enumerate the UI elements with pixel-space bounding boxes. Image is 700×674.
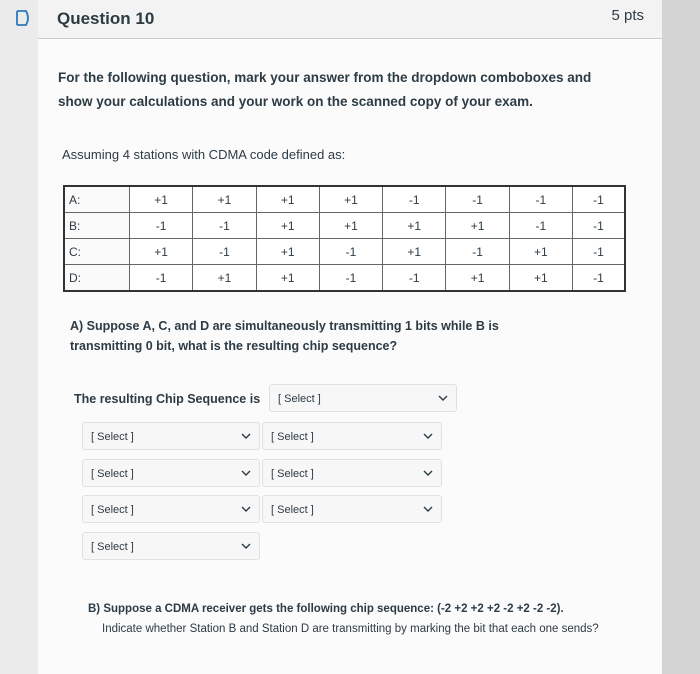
chip-code-cell: +1	[319, 186, 382, 213]
assumption-text: Assuming 4 stations with CDMA code defined as:	[62, 147, 346, 162]
chip-code-cell: -1	[130, 265, 193, 292]
chip-code-cell: -1	[446, 186, 509, 213]
chip-code-cell: -1	[383, 186, 446, 213]
chip-select-4[interactable]	[82, 459, 260, 487]
select-value: [ Select ]	[91, 431, 134, 443]
chip-code-cell: -1	[130, 213, 193, 239]
part-b-text	[88, 599, 608, 639]
question-header	[38, 0, 662, 39]
chip-code-cell: +1	[256, 265, 319, 292]
chevron-down-icon	[423, 469, 433, 477]
chip-code-cell: -1	[572, 186, 625, 213]
select-value: [ Select ]	[91, 541, 134, 553]
chip-code-cell: -1	[193, 213, 256, 239]
chip-code-cell: -1	[509, 213, 572, 239]
chip-code-cell: +1	[130, 239, 193, 265]
chip-code-cell: -1	[383, 265, 446, 292]
chip-code-cell: +1	[446, 265, 509, 292]
chip-code-cell: +1	[446, 213, 509, 239]
chip-code-cell: -1	[319, 265, 382, 292]
chevron-down-icon	[438, 394, 448, 402]
part-a-text: A) Suppose A, C, and D are simultaneously transmitting 1 bits while B is transmitting 0 bit, what is the resulting chip sequence?	[70, 319, 499, 353]
chip-code-cell: +1	[319, 213, 382, 239]
chip-code-cell: +1	[383, 239, 446, 265]
chip-select-7[interactable]	[262, 495, 442, 523]
question-title: Question 10	[57, 9, 155, 28]
chip-code-cell: +1	[383, 213, 446, 239]
chip-code-cell: +1	[256, 239, 319, 265]
select-value: [ Select ]	[278, 393, 321, 405]
flag-icon[interactable]	[14, 9, 32, 27]
chip-select-2[interactable]	[82, 422, 260, 450]
part-b-question: B) Suppose a CDMA receiver gets the following chip sequence: (-2 +2 +2 +2 -2 +2 -2 -2).	[88, 603, 564, 615]
chevron-down-icon	[241, 542, 251, 550]
chip-select-1[interactable]	[269, 384, 457, 412]
chevron-down-icon	[423, 432, 433, 440]
chip-select-3[interactable]	[262, 422, 442, 450]
station-label: D:	[64, 265, 130, 292]
chip-code-cell: -1	[572, 213, 625, 239]
cdma-row	[64, 239, 625, 265]
chip-select-8[interactable]	[82, 532, 260, 560]
chip-code-cell: +1	[509, 239, 572, 265]
select-value: [ Select ]	[271, 468, 314, 480]
chevron-down-icon	[241, 505, 251, 513]
question-intro: For the following question, mark your answer from the dropdown comboboxes and show your calculations and your work on the scanned copy of your exam.	[58, 70, 592, 109]
cdma-row	[64, 213, 625, 239]
cdma-row	[64, 265, 625, 292]
chip-code-cell: +1	[130, 186, 193, 213]
chip-code-cell: +1	[509, 265, 572, 292]
chevron-down-icon	[241, 432, 251, 440]
chip-code-cell: +1	[193, 186, 256, 213]
chip-code-cell: -1	[509, 186, 572, 213]
select-value: [ Select ]	[91, 504, 134, 516]
chip-sequence-label: The resulting Chip Sequence is	[74, 392, 261, 406]
select-value: [ Select ]	[271, 431, 314, 443]
select-value: [ Select ]	[91, 468, 134, 480]
chevron-down-icon	[423, 505, 433, 513]
chevron-down-icon	[241, 469, 251, 477]
left-gutter	[0, 0, 38, 674]
chip-select-5[interactable]	[262, 459, 442, 487]
chip-code-cell: -1	[319, 239, 382, 265]
chip-code-cell: -1	[572, 265, 625, 292]
chip-code-cell: +1	[256, 213, 319, 239]
cdma-code-table	[63, 185, 626, 292]
chip-code-cell: -1	[572, 239, 625, 265]
cdma-row	[64, 186, 625, 213]
right-margin	[662, 0, 700, 674]
chip-select-6[interactable]	[82, 495, 260, 523]
question-body	[38, 39, 662, 674]
station-label: B:	[64, 213, 130, 239]
station-label: C:	[64, 239, 130, 265]
chip-code-cell: -1	[193, 239, 256, 265]
station-label: A:	[64, 186, 130, 213]
chip-code-cell: +1	[256, 186, 319, 213]
part-b-instruction: Indicate whether Station B and Station D are transmitting by marking the bit that each one sends?	[102, 623, 599, 635]
select-value: [ Select ]	[271, 504, 314, 516]
chip-code-cell: +1	[193, 265, 256, 292]
question-points: 5 pts	[611, 7, 644, 24]
chip-code-cell: -1	[446, 239, 509, 265]
